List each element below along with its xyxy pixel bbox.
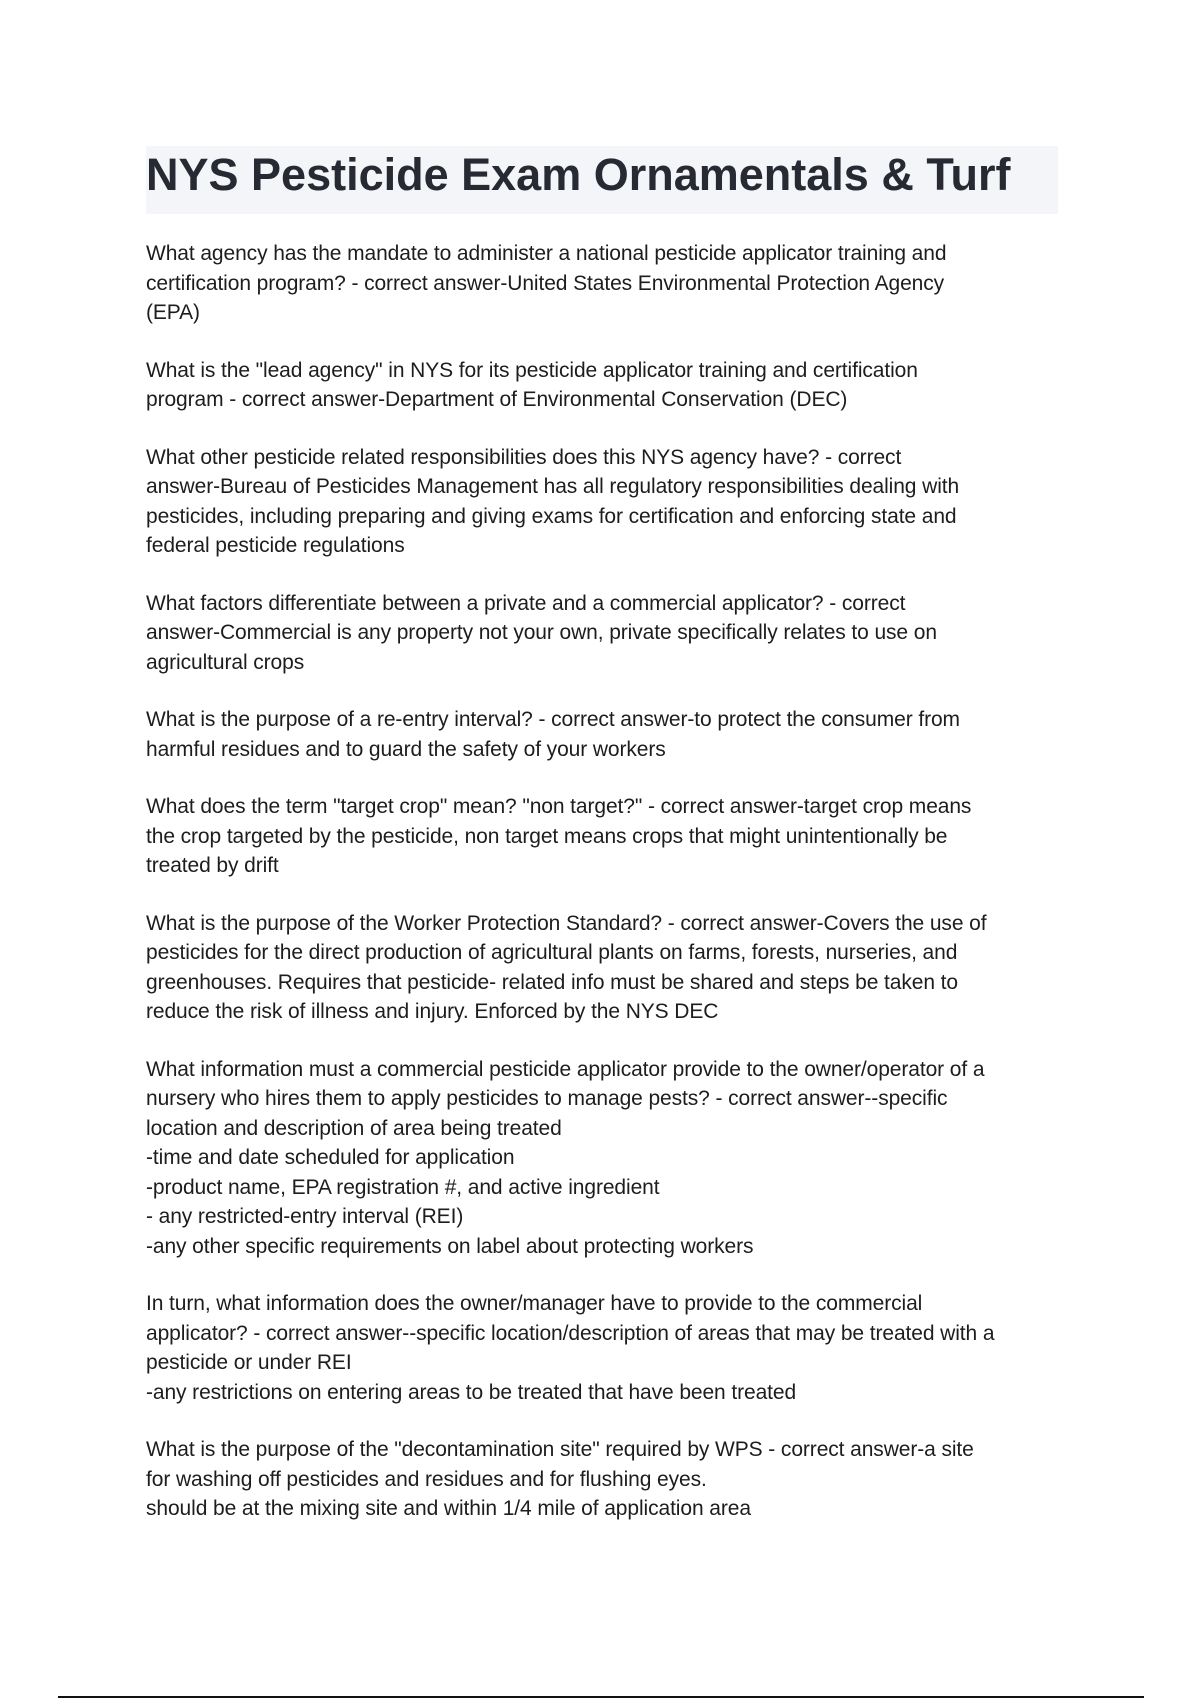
qa-line: What is the purpose of the "decontamination site" required by WPS - correct answer-a site (146, 1438, 974, 1461)
qa-line: -any other specific requirements on label about protecting workers (146, 1234, 754, 1258)
qa-line: (EPA) (146, 301, 200, 324)
qa-line: answer-Commercial is any property not your own, private specifically relates to use on (146, 621, 937, 644)
qa-line: -product name, EPA registration #, and active ingredient (146, 1175, 660, 1199)
qa-entry (146, 1289, 1066, 1407)
qa-line: In turn, what information does the owner/manager have to provide to the commercial (146, 1292, 923, 1315)
qa-line: - any restricted-entry interval (REI) (146, 1205, 464, 1228)
qa-line: agricultural crops (146, 650, 305, 674)
qa-line: program - correct answer-Department of Environmental Conservation (DEC) (146, 388, 848, 411)
qa-line: treated by drift (146, 854, 279, 877)
qa-entry (146, 792, 1066, 881)
qa-entry (146, 589, 1066, 678)
qa-list (146, 239, 1066, 1552)
qa-line: What factors differentiate between a private and a commercial applicator? - correct (146, 591, 906, 615)
qa-line: certification program? - correct answer-United States Environmental Protection Agency (146, 271, 945, 295)
qa-line: for washing off pesticides and residues and for flushing eyes. (146, 1467, 707, 1491)
qa-line: What does the term "target crop" mean? "non target?" - correct answer-target crop means (146, 795, 972, 818)
qa-line: federal pesticide regulations (146, 534, 405, 557)
qa-line: What agency has the mandate to administer a national pesticide applicator training and (146, 242, 947, 265)
qa-entry (146, 705, 1066, 764)
qa-entry (146, 1435, 1066, 1524)
qa-line: -any restrictions on entering areas to be treated that have been treated (146, 1380, 797, 1404)
qa-line: answer-Bureau of Pesticides Management has all regulatory responsibilities dealing with (146, 475, 960, 498)
qa-line: harmful residues and to guard the safety of your workers (146, 737, 666, 761)
footer-divider (58, 1696, 1144, 1698)
qa-line: the crop targeted by the pesticide, non target means crops that might unintentionally be (146, 824, 948, 848)
qa-line: reduce the risk of illness and injury. Enforced by the NYS DEC (146, 1000, 719, 1023)
qa-line: What is the "lead agency" in NYS for its pesticide applicator training and certification (146, 358, 918, 382)
qa-entry (146, 443, 1066, 561)
qa-line: pesticides for the direct production of agricultural plants on farms, forests, nurseries, and (146, 941, 958, 964)
qa-line: location and description of area being treated (146, 1116, 562, 1140)
page-title: NYS Pesticide Exam Ornamentals & Turf (146, 149, 1011, 200)
qa-line: nursery who hires them to apply pesticides to manage pests? - correct answer--specific (146, 1087, 948, 1110)
qa-line: greenhouses. Requires that pesticide- related info must be shared and steps be taken to (146, 970, 958, 994)
qa-line: should be at the mixing site and within 1/4 mile of application area (146, 1497, 751, 1520)
qa-line: pesticide or under REI (146, 1351, 352, 1374)
qa-entry (146, 239, 1066, 328)
qa-line: What information must a commercial pesticide applicator provide to the owner/operator of a (146, 1057, 985, 1081)
qa-line: What other pesticide related responsibilities does this NYS agency have? - correct (146, 445, 902, 469)
qa-entry (146, 1055, 1066, 1262)
qa-line: -time and date scheduled for application (146, 1146, 515, 1169)
qa-entry (146, 356, 1066, 415)
qa-line: What is the purpose of a re-entry interval? - correct answer-to protect the consumer from (146, 708, 960, 731)
qa-line: pesticides, including preparing and giving exams for certification and enforcing state and (146, 504, 957, 528)
qa-entry (146, 909, 1066, 1027)
qa-line: applicator? - correct answer--specific location/description of areas that may be treated with a (146, 1321, 995, 1345)
qa-line: What is the purpose of the Worker Protection Standard? - correct answer-Covers the use of (146, 911, 987, 935)
